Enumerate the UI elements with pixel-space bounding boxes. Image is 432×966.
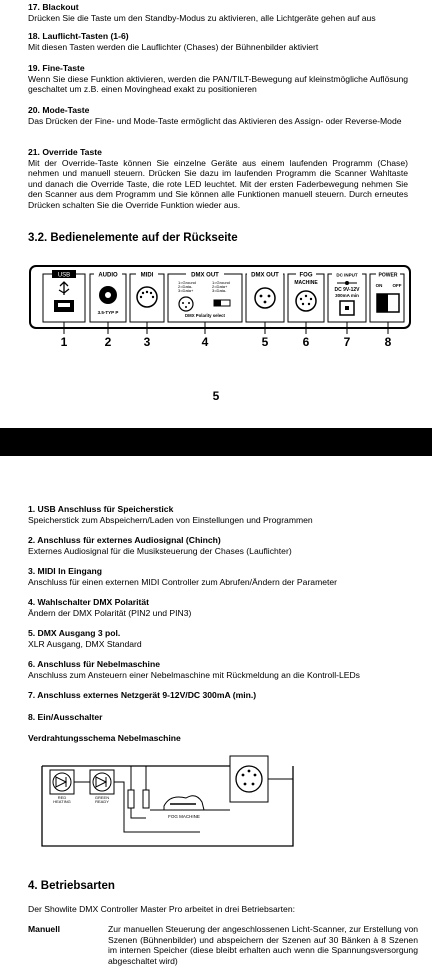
callout-7: 7 xyxy=(343,335,351,349)
resistor-2 xyxy=(143,790,149,808)
midi-pin xyxy=(142,292,144,294)
list-item xyxy=(28,690,418,701)
item-body: Anschluss zum Ansteuern einer Nebelmaschine mit Rückmeldung an die Kontroll-LEDs xyxy=(28,669,360,680)
xlr-pin xyxy=(260,295,263,298)
section-20 xyxy=(28,105,408,126)
power-on-label: ON xyxy=(375,283,383,288)
section-18 xyxy=(28,31,408,52)
callout-8: 8 xyxy=(384,335,392,349)
wiring-diagram xyxy=(0,746,432,866)
page-separator xyxy=(0,428,432,456)
dmx-pin-dot xyxy=(182,302,184,304)
item-title: 3. MIDI In Eingang xyxy=(28,566,103,576)
fog-label: FOG xyxy=(299,272,313,279)
section-body: Das Drücken der Fine- und Mode-Taste ermöglicht das Aktivieren des Assign- oder Reverse-Mode xyxy=(28,115,402,126)
callout-2: 2 xyxy=(104,335,112,349)
item-body: Anschluss für einen externen MIDI Controller zum Abrufen/Ändern der Parameter xyxy=(28,576,338,587)
fog-pin xyxy=(310,298,312,300)
item-body: Ändern der DMX Polarität (PIN2 und PIN3) xyxy=(28,607,192,618)
connector-pin xyxy=(252,783,255,786)
list-item xyxy=(28,535,418,556)
midi-pin xyxy=(140,296,142,298)
callout-6: 6 xyxy=(302,335,310,349)
callout-4: 4 xyxy=(201,335,209,349)
dmx-pin-right-2: 2=Data+ xyxy=(212,284,228,289)
xlr-pin xyxy=(264,301,267,304)
section-body: Mit der Override-Taste können Sie einzelne Geräte aus einem laufenden Programm (Chase) nehmen und manuell steuern. Drücken Sie dazu im laufenden Programm die Scanner Wahltaste und danach die Override Taste, die rote LED leuchtet. Mit der ersten Faderbewegung nehmen Sie den Scanner aus dem Programm und Sie können alle Funktionen manuell steuern. Durch erneutes Drücken schalten Sie die Override Funktion wieder aus. xyxy=(28,157,408,210)
page-number: 5 xyxy=(212,389,220,403)
callout-5: 5 xyxy=(261,335,269,349)
fog-pin xyxy=(300,298,302,300)
audio-sub-label: 3.5-TYP P xyxy=(97,310,119,315)
dmx-pin-right-3: 3=Data- xyxy=(212,288,227,293)
fog-pin xyxy=(308,303,310,305)
dc-volt-label: DC 9V-12V xyxy=(334,287,360,293)
item-body: XLR Ausgang, DMX Standard xyxy=(28,638,142,649)
dc-polarity-dot xyxy=(345,281,349,285)
power-off-label: OFF xyxy=(392,283,402,288)
usb-label: USB xyxy=(57,272,71,279)
section-title: 19. Fine-Taste xyxy=(28,63,85,73)
midi-pin xyxy=(146,291,148,293)
list-item xyxy=(28,566,418,587)
power-label: POWER xyxy=(378,272,398,279)
connector-pin xyxy=(244,783,247,786)
item-title: 5. DMX Ausgang 3 pol. xyxy=(28,628,121,638)
led-red-sub-label: HEATING xyxy=(53,799,71,804)
led-green-label: GREEN xyxy=(94,795,110,800)
led-red-label: RED xyxy=(57,795,67,800)
dc-socket-pin xyxy=(345,306,349,310)
xlr-pin xyxy=(268,295,271,298)
item-body: Externes Audiosignal für die Musiksteuerung der Chases (Lauflichter) xyxy=(28,545,292,556)
callout-3: 3 xyxy=(143,335,151,349)
dmx-polarity-switch-knob xyxy=(214,300,221,306)
mode-text: Zur manuellen Steuerung der angeschlossenen Licht-Scanner, zur Erstellung von Szenen (Bühnenbilder) und abspeichern der Szenen auf 30 Bänken à 8 Szenen im internen Speicher (diese bleibt erhalten auch wenn die Spannungsversorgung abgeschaltet wird) xyxy=(108,924,418,966)
item-title: 4. Wahlschalter DMX Polarität xyxy=(28,597,149,607)
dmx-pin-left-1: 1=Ground xyxy=(178,280,196,285)
dmx-pin-left-2: 2=Data- xyxy=(178,284,193,289)
item-title: 8. Ein/Ausschalter xyxy=(28,712,103,722)
section-title: 18. Lauflicht-Tasten (1-6) xyxy=(28,31,129,41)
fog-machine-icon xyxy=(164,796,204,810)
midi-label: MIDI xyxy=(140,272,154,279)
fog-machine-label: FOG MACHINE xyxy=(168,814,200,819)
item-title: 2. Anschluss für externes Audiosignal (Chinch) xyxy=(28,535,221,545)
callout-1: 1 xyxy=(60,335,68,349)
power-switch-rocker xyxy=(377,294,388,312)
connector-pin xyxy=(242,774,245,777)
section-body: Drücken Sie die Taste um den Standby-Modus zu aktivieren, alle Lichtgeräte gehen auf aus xyxy=(28,12,376,23)
audio-label: AUDIO xyxy=(98,272,118,279)
list-item xyxy=(28,628,418,649)
dmx-pin-dot xyxy=(185,306,187,308)
list-item xyxy=(28,659,418,680)
section-21 xyxy=(28,147,408,211)
list-item xyxy=(28,712,418,723)
dc-input-label: DC INPUT xyxy=(336,272,358,278)
dmx-pin-dot xyxy=(188,302,190,304)
dc-ma-label: 300mA min xyxy=(335,293,359,298)
dmx-polarity-label: DMX Polarity select xyxy=(185,313,225,318)
list-item xyxy=(28,597,418,618)
item-title: 1. USB Anschluss für Speicherstick xyxy=(28,504,174,514)
fog-pin xyxy=(305,295,307,297)
resistor-1 xyxy=(128,790,134,808)
mode-label: Manuell xyxy=(28,924,60,934)
dmx-pin-right-1: 1=Ground xyxy=(212,280,230,285)
intro-text: Der Showlite DMX Controller Master Pro arbeitet in drei Betriebsarten: xyxy=(28,904,295,914)
item-title: 7. Anschluss externes Netzgerät 9-12V/DC 300mA (min.) xyxy=(28,690,257,700)
item-body: Speicherstick zum Abspeichern/Laden von Einstellungen und Programmen xyxy=(28,514,313,525)
section-title: 20. Mode-Taste xyxy=(28,105,90,115)
dmx-pin-left-3: 3=Data+ xyxy=(178,288,194,293)
section-body: Mit diesen Tasten werden die Lauflichter (Chases) der Bühnenbilder aktiviert xyxy=(28,41,319,52)
section-title: 17. Blackout xyxy=(28,2,79,12)
dmx-out2-label: DMX OUT xyxy=(251,272,279,279)
wiring-title: Verdrahtungsschema Nebelmaschine xyxy=(28,733,181,743)
midi-pin xyxy=(152,296,154,298)
section-19 xyxy=(28,63,408,95)
connector-pin xyxy=(248,770,251,773)
rear-panel-heading: 3.2. Bedienelemente auf der Rückseite xyxy=(28,232,238,244)
section-title: 21. Override Taste xyxy=(28,147,102,157)
led-green-sub-label: READY xyxy=(95,799,109,804)
usb-port-slot xyxy=(58,303,70,307)
list-item xyxy=(28,504,418,525)
rear-panel-diagram xyxy=(0,262,432,382)
fog-pin xyxy=(302,303,304,305)
section-17 xyxy=(28,2,408,23)
manual-page-1 xyxy=(0,0,432,428)
connector-pin xyxy=(254,774,257,777)
section-body: Wenn Sie diese Funktion aktivieren, werden die PAN/TILT-Bewegung auf kleinstmögliche Auflösung geschaltet um z.B. einen Movinghead exakt zu positionieren xyxy=(28,73,408,95)
dmx-out-label: DMX OUT xyxy=(191,272,219,279)
section-heading: 4. Betriebsarten xyxy=(28,880,115,892)
audio-jack-hole xyxy=(105,292,111,298)
item-title: 6. Anschluss für Nebelmaschine xyxy=(28,659,160,669)
machine-label: MACHINE xyxy=(294,280,318,286)
midi-pin xyxy=(150,292,152,294)
